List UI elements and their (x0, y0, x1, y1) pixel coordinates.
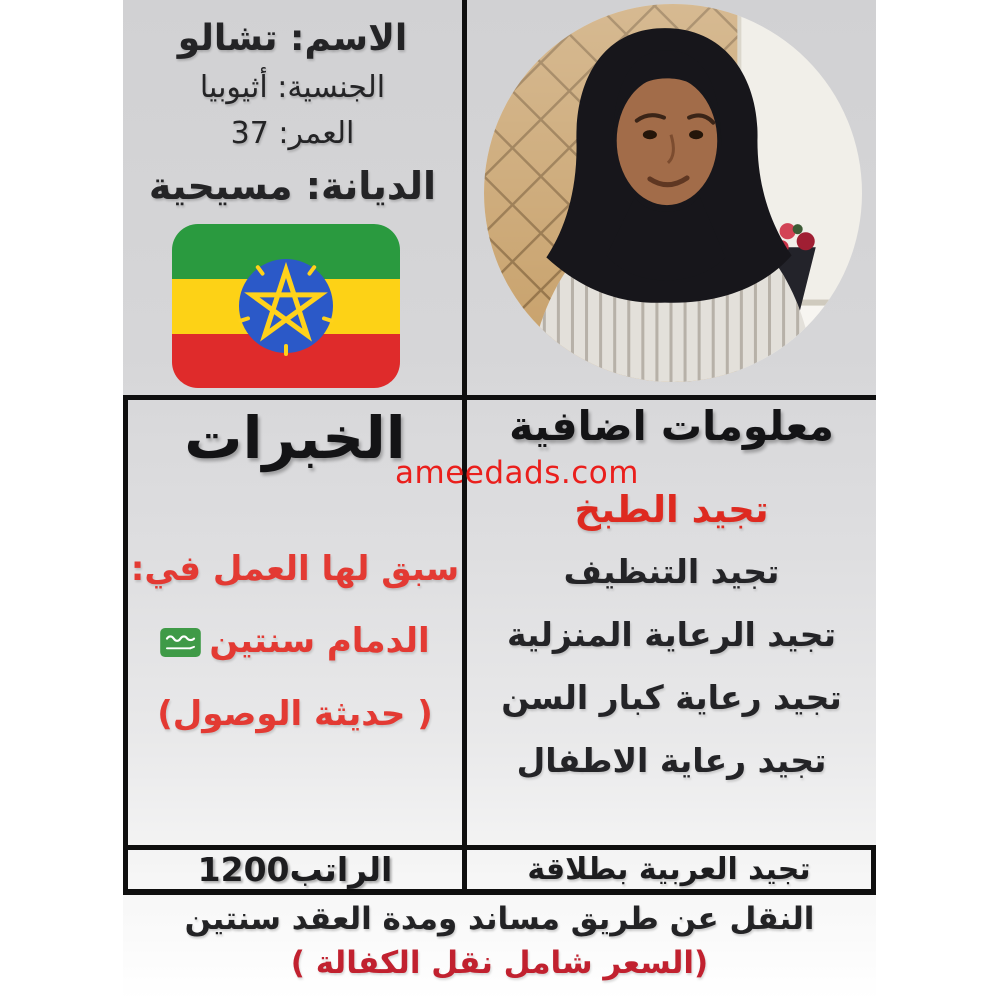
additional-info-title: معلومات اضافية (509, 402, 834, 450)
footer-price-line: (السعر شامل نقل الكفالة ) (290, 945, 709, 981)
experience-line-dammam (128, 621, 462, 661)
experience-line-worked-in: سبق لها العمل في: (130, 549, 460, 589)
personal-info-panel (123, 0, 462, 398)
ethiopia-flag-icon (172, 224, 400, 388)
woman-portrait-photo (484, 4, 862, 382)
arabic-fluency-cell: تجيد العربية بطلاقة (527, 852, 811, 887)
divider-horizontal-1 (123, 395, 876, 400)
experience-dammam-text: الدمام سنتين (209, 621, 430, 661)
nationality-line: الجنسية: أثيوبيا (199, 70, 386, 105)
salary-cell: الراتب1200 (197, 850, 393, 889)
skill-elderly-care: تجيد رعاية كبار السن (501, 678, 842, 717)
divider-vertical-top (462, 0, 467, 398)
skill-cleaning: تجيد التنظيف (563, 552, 780, 591)
experience-line-new-arrival: ( حديثة الوصول) (157, 694, 433, 734)
divider-horizontal-3 (123, 889, 876, 895)
table-right-border-bottom-row (871, 850, 876, 889)
skill-cooking: تجيد الطبخ (574, 488, 769, 531)
skill-child-care: تجيد رعاية الاطفال (516, 741, 827, 780)
religion-line: الديانة: مسيحية (148, 164, 437, 208)
saudi-arabia-flag-icon (160, 628, 201, 657)
footer-notes (123, 897, 876, 981)
profile-card (123, 0, 876, 1000)
footer-transfer-line: النقل عن طريق مساند ومدة العقد سنتين (184, 901, 815, 937)
photo-panel (467, 0, 876, 398)
skill-home-care: تجيد الرعاية المنزلية (507, 615, 836, 654)
watermark-text: ameedads.com (395, 455, 639, 491)
experience-title: الخبرات (184, 404, 406, 472)
age-line: العمر: 37 (230, 116, 355, 151)
name-line: الاسم: تشالو (177, 18, 408, 59)
